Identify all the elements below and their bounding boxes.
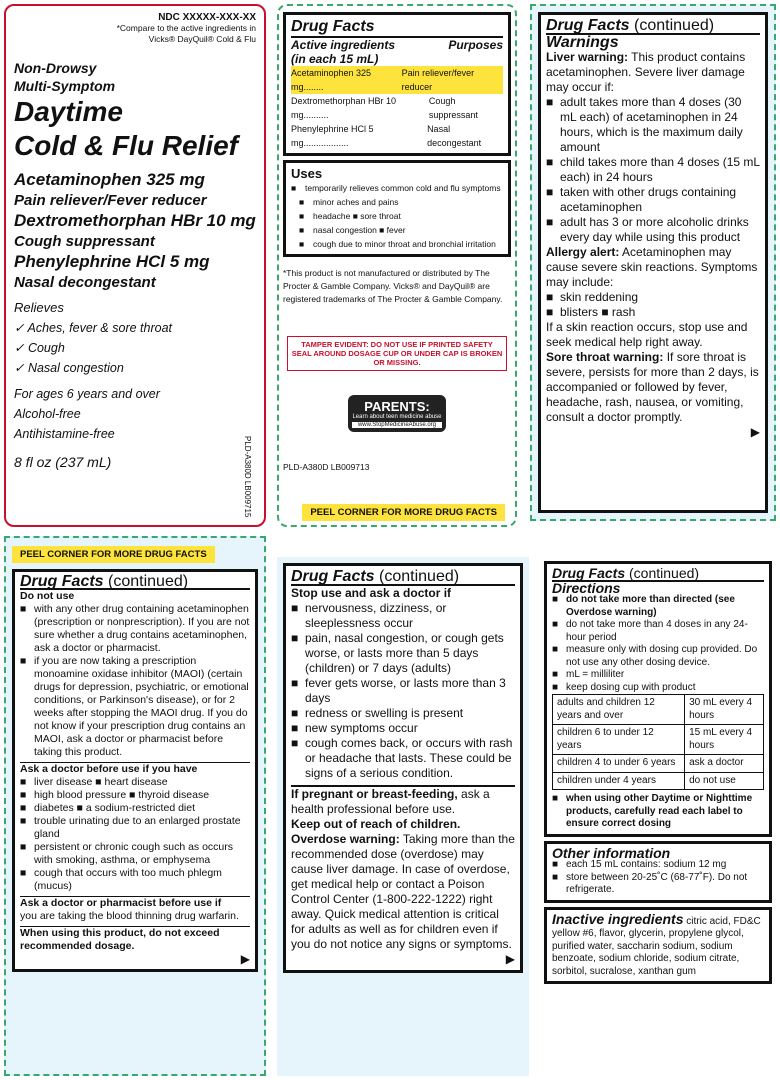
stop-use-item: ■ redness or swelling is present [291, 706, 515, 721]
relieves-heading: Relieves [14, 300, 64, 315]
allergy-item: ■ skin reddening [546, 290, 760, 305]
liver-item: ■ taken with other drugs containing acetaminophen [546, 185, 760, 215]
other-products-note: ■ when using other Daytime or Nighttime products, carefully read each label to ensure correct dosing [552, 793, 764, 831]
active-ingredients-heading: Active ingredients [291, 38, 396, 52]
tamper-evident-notice: TAMPER EVIDENT: DO NOT USE IF PRINTED SAFETY SEAL AROUND DOSAGE CUP OR UNDER CAP IS BROKEN OR MISSING. [287, 336, 507, 371]
liver-warning-text: This product contains acetaminophen. Severe liver damage may occur if: [546, 50, 746, 94]
stop-use-item: ■ fever gets worse, or lasts more than 3 days [291, 676, 515, 706]
ask-doctor-item: ■ diabetes ■ a sodium-restricted diet [20, 802, 250, 815]
ask-doctor-item: ■ trouble urinating due to an enlarged prostate gland [20, 815, 250, 841]
in-each-label: (in each 15 mL) [291, 52, 379, 66]
ages-label: For ages 6 years and over [14, 387, 160, 401]
drug-facts-title: Drug Facts [552, 565, 626, 581]
active-ingredients-box [283, 12, 511, 156]
ask-doctor-item: ■ liver disease ■ heart disease [20, 776, 250, 789]
stop-use-panel [277, 557, 529, 1076]
drug-facts-title: Drug Facts [291, 18, 375, 35]
uses-box [283, 160, 511, 257]
front-label-panel [4, 4, 266, 527]
parents-url: www.StopMedicineAbuse.org [352, 422, 442, 428]
directions-panel [540, 557, 776, 1076]
purposes-heading: Purposes [448, 38, 503, 52]
continued-label: (continued) [629, 565, 700, 581]
parents-badge [348, 395, 446, 432]
ask-pharmacist-text: you are taking the blood thinning drug warfarin. [20, 910, 239, 922]
ingredient-3-purpose: Nasal decongestant [14, 274, 156, 291]
inactive-ingredients-heading: Inactive ingredients [552, 910, 684, 927]
other-info-item: ■ store between 20-25˚C (68-77˚F). Do not refrigerate. [552, 872, 764, 897]
ingredient-2: Dextromethorphan HBr 10 mg [14, 211, 256, 230]
uses-item: ■ headache ■ sore throat [299, 209, 503, 223]
ingredient-3: Phenylephrine HCl 5 mg [14, 252, 210, 271]
compare-line-1: *Compare to the active ingredients in [116, 23, 256, 33]
keep-out-of-reach: Keep out of reach of children. [291, 817, 461, 831]
peel-corner-label[interactable]: PEEL CORNER FOR MORE DRUG FACTS [12, 546, 215, 563]
do-not-use-item: ■ with any other drug containing acetaminophen (prescription or nonprescription). If you are not sure whether a drug contains acetaminophen, ask a doctor or pharmacist. [20, 603, 250, 655]
ingredient-1-purpose: Pain reliever/Fever reducer [14, 192, 207, 209]
direction-item: ■ mL = milliliter [552, 669, 764, 682]
pregnant-text: ask a health professional before use. [291, 787, 490, 816]
allergy-item: ■ blisters ■ rash [546, 305, 760, 320]
stop-use-item: ■ new symptoms occur [291, 721, 515, 736]
direction-item: ■ do not take more than 4 doses in any 24-hour period [552, 619, 764, 644]
uses-heading: Uses [291, 166, 323, 181]
warnings-heading: Warnings [546, 33, 760, 50]
stop-use-heading: Stop use and ask a doctor if [291, 584, 515, 601]
ask-doctor-heading: Ask a doctor before use if you have [20, 762, 250, 776]
directions-heading: Directions [552, 580, 764, 595]
continue-arrow-icon: ▶ [240, 952, 250, 966]
liver-item: ■ adult takes more than 4 doses (30 mL each) of acetaminophen in 24 hours, which is the maximum daily amount [546, 95, 760, 155]
ingredient-row: Acetaminophen 325 mg........ Pain reliever/fever reducer [291, 66, 503, 94]
continued-label: (continued) [634, 17, 715, 34]
do-not-use-heading: Do not use [20, 588, 250, 603]
other-information-heading: Other information [552, 844, 671, 861]
drug-facts-title: Drug Facts [546, 17, 630, 34]
dosing-table [552, 694, 764, 790]
do-not-use-item: ■ if you are now taking a prescription monoamine oxidase inhibitor (MAOI) (certain drugs for depression, psychiatric, or emotional conditions, or Parkinson's disease), or for 2 weeks after stopping the MAOI drug. If you do not know if your prescription drug contains an MAOI, ask a doctor or pharmacist before taking this product. [20, 655, 250, 759]
table-row: adults and children 12 years and over 30 mL every 4 hours [553, 695, 764, 725]
table-row: children under 4 years do not use [553, 772, 764, 790]
parents-subtitle: Learn about teen medicine abuse [352, 414, 442, 420]
stop-use-item: ■ pain, nasal congestion, or cough gets worse, or lasts more than 5 days (children) or 7 days (adults) [291, 631, 515, 676]
multi-symptom-label: Multi-Symptom [14, 78, 116, 94]
ask-doctor-item: ■ cough that occurs with too much phlegm (mucus) [20, 867, 250, 893]
inactive-ingredients-text: citric acid, FD&C yellow #6, flavor, glycerin, propylene glycol, purified water, saccharin sodium, sodium benzoate, sodium chloride, sodium citrate, sorbitol, sucralose, xanthan gum [552, 915, 761, 977]
ask-pharmacist-heading: Ask a doctor or pharmacist before use if [20, 896, 250, 910]
other-info-item: ■ each 15 mL contains: sodium 12 mg [552, 859, 764, 872]
non-drowsy-label: Non-Drowsy [14, 60, 97, 76]
ingredient-row: Dextromethorphan HBr 10 mg.......... Cough suppressant [291, 96, 478, 120]
liver-warning-label: Liver warning: [546, 50, 629, 64]
table-row: children 6 to under 12 years 15 mL every 4 hours [553, 725, 764, 755]
compare-line-2: Vicks® DayQuil® Cold & Flu [148, 34, 256, 44]
continued-label: (continued) [379, 568, 460, 585]
uses-intro: ■ temporarily relieves common cold and flu symptoms [291, 181, 503, 195]
sore-throat-label: Sore throat warning: [546, 350, 664, 364]
peel-corner-label[interactable]: PEEL CORNER FOR MORE DRUG FACTS [302, 504, 505, 521]
direction-item: ■ keep dosing cup with product [552, 682, 764, 695]
ingredient-1: Acetaminophen 325 mg [14, 170, 205, 189]
liver-item: ■ adult has 3 or more alcoholic drinks every day while using this product [546, 215, 760, 245]
product-title-1: Daytime [14, 96, 123, 127]
allergy-alert-text: Acetaminophen may cause severe skin reactions. Symptoms may include: [546, 245, 758, 289]
table-row: children 4 to under 6 years ask a doctor [553, 755, 764, 773]
do-not-use-panel [4, 536, 266, 1076]
drug-facts-title: Drug Facts [20, 573, 104, 590]
uses-item: ■ cough due to minor throat and bronchial irritation [299, 237, 503, 251]
sore-throat-text: If sore throat is severe, persists for more than 2 days, is accompanied or followed by fever, headache, rash, nausea, or vomiting, consult a doctor promptly. [546, 350, 759, 424]
warnings-panel [530, 4, 776, 521]
direction-item: ■ measure only with dosing cup provided. Do not use any other dosing device. [552, 644, 764, 669]
relieves-item: ✓ Cough [14, 341, 65, 355]
parents-title: PARENTS: [364, 399, 430, 414]
relieves-item: ✓ Nasal congestion [14, 361, 124, 375]
pregnant-label: If pregnant or breast-feeding, [291, 787, 458, 801]
lot-codes: PLD-A380D LB009713 [283, 462, 370, 472]
ingredient-row: Phenylephrine HCl 5 mg.................. Nasal decongestant [291, 124, 482, 148]
uses-item: ■ minor aches and pains [299, 195, 503, 209]
allergy-alert-label: Allergy alert: [546, 245, 620, 259]
liver-item: ■ child takes more than 4 doses (15 mL each) in 24 hours [546, 155, 760, 185]
continue-arrow-icon: ▶ [750, 425, 760, 439]
relieves-item: ✓ Aches, fever & sore throat [14, 321, 172, 335]
product-title-2: Cold & Flu Relief [14, 130, 238, 161]
ask-doctor-item: ■ high blood pressure ■ thyroid disease [20, 789, 250, 802]
continued-label: (continued) [108, 573, 189, 590]
continue-arrow-icon: ▶ [505, 952, 515, 966]
alcohol-free-label: Alcohol-free [14, 407, 81, 421]
trademark-disclaimer: *This product is not manufactured or distributed by The Procter & Gamble Company. Vicks® and DayQuil® are registered trademarks of The Procter & Gamble Company. [283, 268, 503, 304]
overdose-warning-text: Taking more than the recommended dose (overdose) may cause liver damage. In case of overdose, get medical help or contact a Poison Control Center (1-800-222-1222) right away. Quick medical attention is critical for adults as well as for children even if you do not notice any signs or symptoms. [291, 832, 515, 951]
ingredient-2-purpose: Cough suppressant [14, 233, 155, 250]
antihistamine-free-label: Antihistamine-free [14, 427, 115, 441]
vertical-lot-code: PLD-A380D LB009715 [243, 436, 252, 518]
stop-use-item: ■ cough comes back, or occurs with rash or headache that lasts. These could be signs of a serious condition. [291, 736, 515, 781]
direction-item: ■ do not take more than directed (see Overdose warning) [552, 594, 764, 619]
overdose-warning-label: Overdose warning: [291, 832, 400, 846]
ask-doctor-item: ■ persistent or chronic cough such as occurs with smoking, asthma, or emphysema [20, 841, 250, 867]
drug-facts-panel-1 [277, 4, 517, 527]
volume-label: 8 fl oz (237 mL) [14, 454, 112, 470]
stop-use-item: ■ nervousness, dizziness, or sleeplessness occur [291, 601, 515, 631]
uses-item: ■ nasal congestion ■ fever [299, 223, 503, 237]
drug-facts-title: Drug Facts [291, 568, 375, 585]
when-using-text: When using this product, do not exceed recommended dosage. [20, 926, 250, 953]
skin-reaction-text: If a skin reaction occurs, stop use and seek medical help right away. [546, 320, 748, 349]
ndc-number: NDC XXXXX-XXX-XX [158, 12, 256, 23]
